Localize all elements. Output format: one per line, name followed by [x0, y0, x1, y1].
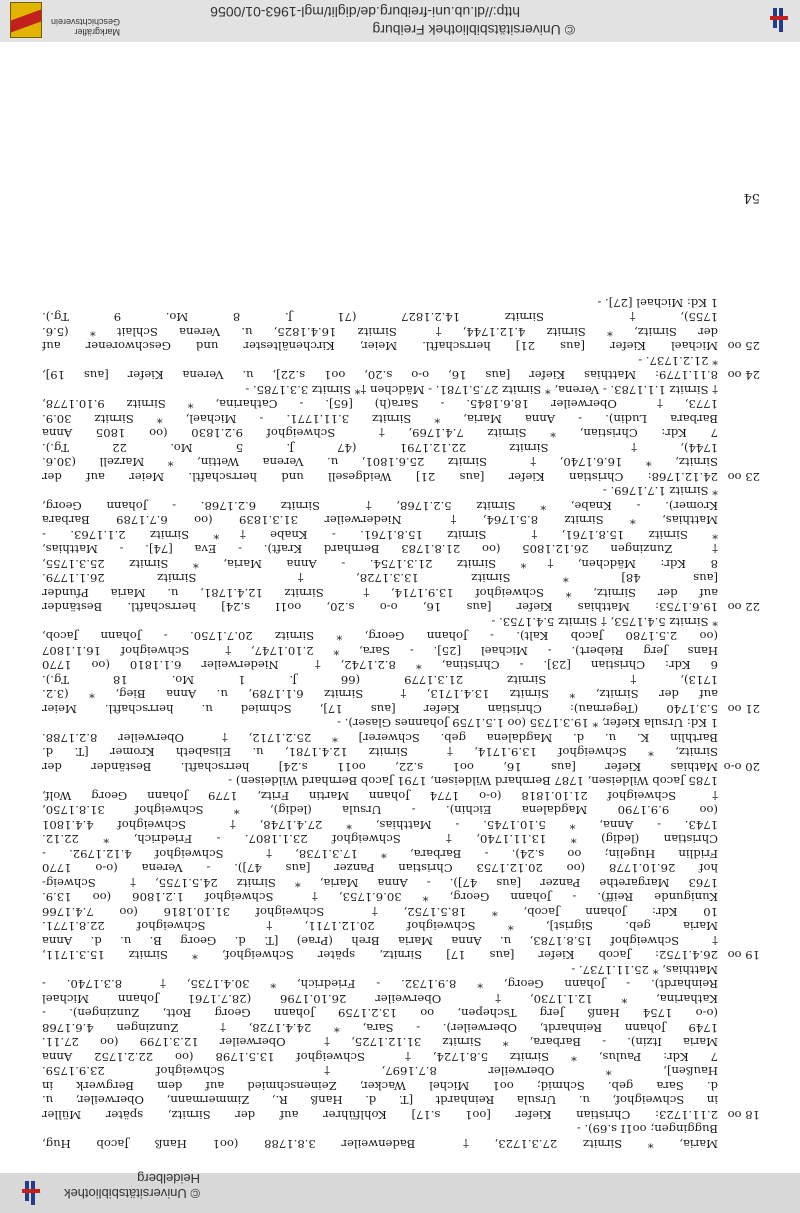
preamble-line: Maria, * Sirnitz 27.3.1723, † Badenweiler 3.8.1788 (oo1 Hanß Jacob Hug, — [42, 1137, 718, 1151]
entry-line: Katharina, * 12.1.1730, † Oberweiler 26.10.1796 (28.7.1761 Johann Michael — [42, 992, 718, 1006]
entry-line: 7 Kdr: Paulus, * Sirnitz 5.8.1724, † Schweighof 13.5.1798 (oo 22.2.1752 Anna — [42, 1050, 718, 1064]
entry-line: in Schweighof, u. Ursula Reinhardt [T. d. Hanß R., Zimmermann, Oberweiler, u. — [42, 1093, 718, 1108]
entry-line: 1 Kd: Ursula Kiefer, * 19.3.1735 (oo 1.5.1759 Johannes Glaser). - — [337, 716, 718, 731]
entry-line: * Sirnitz 1.7.1769. - — [602, 484, 718, 499]
entry-line: Haußen], * Oberweiler 8.7.1697, † Schweighof 23.9.1759. — [42, 1064, 718, 1079]
header-copyright: © Universitätsbibliothek Heidelberg — [63, 1171, 200, 1201]
entry-line: Sirnitz, * Schweighof 13.9.1714, † Sirnitz 12.4.1781, u. Elisabeth Kromer [T. d. — [42, 745, 718, 760]
entry-line: 2.11.1723: Christian Kiefer [oo1 s.17] Kohlführer auf der Sirnitz, später Müller — [42, 1108, 718, 1122]
entry-line: Maria geb. Sigrist], * Schweighof 20.12.1711, † Schweighof 22.8.1771. — [42, 919, 718, 934]
genealogy-entries — [42, 296, 760, 1123]
genealogy-entry — [42, 296, 760, 354]
entry-line: Maria Itzin). - Barbara, * Sirnitz 31.12.1725, † Oberweiler 12.3.1799 (oo 27.11. — [42, 1035, 718, 1050]
entry-line: 19.6.1753: Matthias Kiefer [aus 16, o-o s.20, oo1I s.24] herrschaftl. Beständer — [42, 600, 718, 615]
entry-line: 24.12.1768: Christian Kiefer [aus 21] Weidgesell und herrschaftl. Meier auf der — [42, 470, 718, 484]
entry-line: (o-o 1754 Hanß Jerg Tschepen, oo 13.2.1759 Johann Georg Rott, Zunzingen). - — [42, 1006, 718, 1021]
entry-line: Matthias, * Sirnitz 8.5.1764, † Niederweiler 31.3.1839 (oo 6.7.1789 Barbara — [42, 513, 718, 528]
entry-line: † Schweighof 21.10.1818 (o-o 1774 Johann Martin Fritz, 1779 Johann Georg Wolf, — [42, 789, 718, 803]
university-logo-icon — [770, 8, 788, 32]
entry-line: Christian (ledig) * 13.11.1740, † Schweighof 23.1.1807. - Friedrich, * 22.12. — [42, 832, 718, 847]
preamble-line: Buggingen; oo1I s.69). - — [576, 1122, 718, 1137]
entry-line: Michael Kiefer [aus 21] herrschaftl. Meier, Kirchenältester und Geschworener auf — [42, 339, 718, 354]
entry-line: Barbara Ludin). - Anna Maria, * Sirnitz 3.11.1771. - Michael, * Sirnitz 30.9. — [42, 412, 718, 426]
entry-line: Matthias, * 25.11.1737. - — [571, 963, 718, 977]
footer-copyright: © Universitätsbibliothek Freiburg — [372, 22, 575, 38]
genealogy-entry — [42, 716, 760, 774]
entry-number: 21 oo — [727, 702, 760, 716]
entry-number: 25 oo — [727, 339, 760, 354]
entry-line: Reinhardt). - Johann Georg, * 8.9.1732. - Friedrich, * 30.4.1735, † 8.3.1740. - — [42, 977, 718, 992]
entry-line: Kromer). - Knabe, * Sirnitz 5.2.1768, † Sirnitz 6.2.1768. - Johann Georg, — [42, 499, 718, 513]
page-number: 54 — [743, 190, 760, 205]
genealogy-entry — [42, 383, 760, 485]
entry-number: 23 oo — [727, 470, 760, 484]
entry-line: Barthlin K. u. d. Magdalena geb. Schwerer] * 25.2.1712, † Oberweiler 8.2.1788. — [42, 731, 718, 745]
entry-line: der Sirnitz, * Sirnitz 4.12.1744, † Sirnitz 16.4.1825, u. Verena Schlait * (5.6. — [42, 325, 718, 339]
preamble — [42, 1122, 760, 1151]
entry-line: 1749 Johann Reinhardt, Oberweiler). - Sara, * 24.4.1728, † Zunzingen 4.6.1768 — [42, 1021, 718, 1035]
entry-line: 1785 Jacob Wildeisen, 1787 Bernhard Wildeisen, 1791 Jacob Bernhard Wildeisen) - — [228, 774, 718, 789]
entry-line: * Sirnitz 5.4.1753, † Sirnitz 5.4.1753. - — [491, 615, 718, 629]
entry-line: * Sirnitz 15.8.1761, † Sirnitz 15.8.1761. - Knabe †* Sirnitz 2.1.1763. - — [42, 528, 718, 542]
entry-number: 18 oo — [727, 1108, 760, 1122]
genealogy-entry — [42, 484, 760, 615]
genealogy-entry — [42, 774, 760, 963]
entry-line: 7 Kdr: Christian, * Sirnitz 7.4.1769, † Schweighof 9.2.1830 (oo 1805 Anna — [42, 426, 718, 441]
entry-line: 5.3.1740 (Tegernau): Christian Kiefer [aus 17], Schmied u. herrschaftl. Meier — [42, 702, 718, 716]
entry-line: hof 26.10.1778 (oo 20.12.1753 Christian Panzer [aus 47]). - Verena (o-o 1770 — [42, 861, 718, 876]
entry-line: d. Sara geb. Schmid; oo1 Michel Wacker, Zeinenschmied auf dem Bergwerk in — [42, 1079, 718, 1093]
entry-line: Mathias Kiefer [aus 16, oo1 s.22, oo11 s.24] herrschaftl. Beständer der — [42, 760, 718, 774]
entry-line: Sirnitz, * 16.6.1740, † Sirnitz 25.6.1801, u. Verena Wettin, * Marzell (30.6. — [42, 455, 718, 470]
entry-number: 20 o-o — [723, 760, 760, 774]
entry-line: auf der Sirnitz, * Schweighof 13.9.1714, † Sirnitz 12.4.1781, u. Maria Pfunder — [42, 586, 718, 600]
digital-url-link[interactable]: http://dl.ub.uni-freiburg.de/diglit/mgl-1963-01/0056 — [210, 4, 520, 20]
entry-line: † Zunzingen 26.12.1805 (oo 21.8.1783 Bernhard Kraft). - Eva [74]. - Matthias, — [42, 542, 718, 557]
entry-line: 1763 Margarethe Panzer [aus 47]). - Anna Maria, * Sirnitz 24.5.1755, † Schweig- — [42, 876, 718, 890]
entry-line: 1755), † Sirnitz 14.2.1827 (71 J. 8 Mo. 9 Tg.). — [42, 310, 718, 325]
entry-line: 8.11.1779: Matthias Kiefer [aus 16, o-o s.20, oo1 s.22], u. Verena Kiefer [aus 19], — [42, 368, 718, 383]
society-crest-icon — [10, 2, 42, 38]
footer-banner — [0, 0, 800, 42]
entry-number: 22 oo — [727, 600, 760, 615]
entry-line: 1 Kd: Michael [27]. - — [597, 296, 718, 310]
document-body — [42, 296, 760, 1152]
genealogy-entry — [42, 963, 760, 1123]
society-label: Markgräfler Geschichtsverein — [50, 17, 120, 37]
entry-line: 1743. - Anna, * 5.10.1745. - Matthias, * 27.4.1748, † Schweighof 4.4.1801 — [42, 818, 718, 832]
entry-line: Kunigunde Reiff). - Johann Georg, * 30.6.1753, † Schweighof 1.2.1806 (oo 13.9. — [42, 890, 718, 905]
entry-line: 6 Kdr: Christian [23]. - Christina, * 8.2.1742, † Niederweiler 6.1.1810 (oo 1770 — [42, 658, 718, 673]
entry-line: [aus 48] * Sirnitz 13.3.1728, † Sirnitz 26.1.1779. — [42, 571, 718, 586]
entry-number: 19 oo — [727, 948, 760, 963]
entry-line: † Sirnitz 1.1.1783. - Verena, * Sirnitz 27.5.1781. - Mädchen †* Sirnitz 3.3.1785. - — [245, 383, 718, 397]
entry-line: 26.4.1752: Jacob Kiefer [aus 17] Sirnitz, später Schweighof, * Sirnitz 15.3.1711, — [42, 948, 718, 963]
entry-line: Fridlin Hugelin; oo s.24). - Barbara, * 17.3.1738, † Schweighof 4.12.1792. - — [42, 847, 718, 861]
genealogy-entry — [42, 354, 760, 383]
entry-line: 1713), † Sirnitz 21.3.1779 (66 J. 1 Mo. 18 Tg.). — [42, 673, 718, 687]
entry-line: 1773, † Oberweiler 18.6.1845. - Sara(h) [65]. - Catharina, * Sirnitz 9.10.1778, — [42, 397, 718, 412]
entry-line: auf der Sirnitz, * Sirnitz 13.4.1713, † Sirnitz 6.1.1789, u. Anna Bieg, * (3.2. — [42, 687, 718, 702]
entry-line: 10 Kdr: Johann Jacob, * 18.5.1752, † Schweighof 31.10.1816 (oo 7.4.1766 — [42, 905, 718, 919]
entry-number: 24 oo — [727, 368, 760, 383]
entry-line: * 21.2.1737. - — [638, 354, 718, 368]
entry-line: † Schweighof 15.8.1783, u. Anna Maria Breh (Prae) [T. d. Georg B. u. d. Anna — [42, 934, 718, 948]
entry-line: 8 Kdr: Mädchen, †* Sirnitz 21.3.1754. - Anna Maria, * Sirnitz 25.3.1755, — [42, 557, 718, 571]
genealogy-entry — [42, 615, 760, 717]
entry-line: 1744), † Sirnitz 22.12.1791 (47 J. 5 Mo. 22 Tg.). — [42, 441, 718, 455]
entry-line: (oo 2.5.1780 Jacob Kalt). - Johann Georg, * Sirnitz 20.7.1750. - Johann Jacob, — [42, 629, 718, 644]
entry-line: (oo 9.9.1790 Magdalena Eichin). - Ursula (ledig), * Schweighof 31.8.1750, — [42, 803, 718, 818]
entry-line: Hans Jerg Riebert). - Michael [25]. - Sara, * 2.10.1747, † Schweighof 16.1.1807 — [42, 644, 718, 658]
